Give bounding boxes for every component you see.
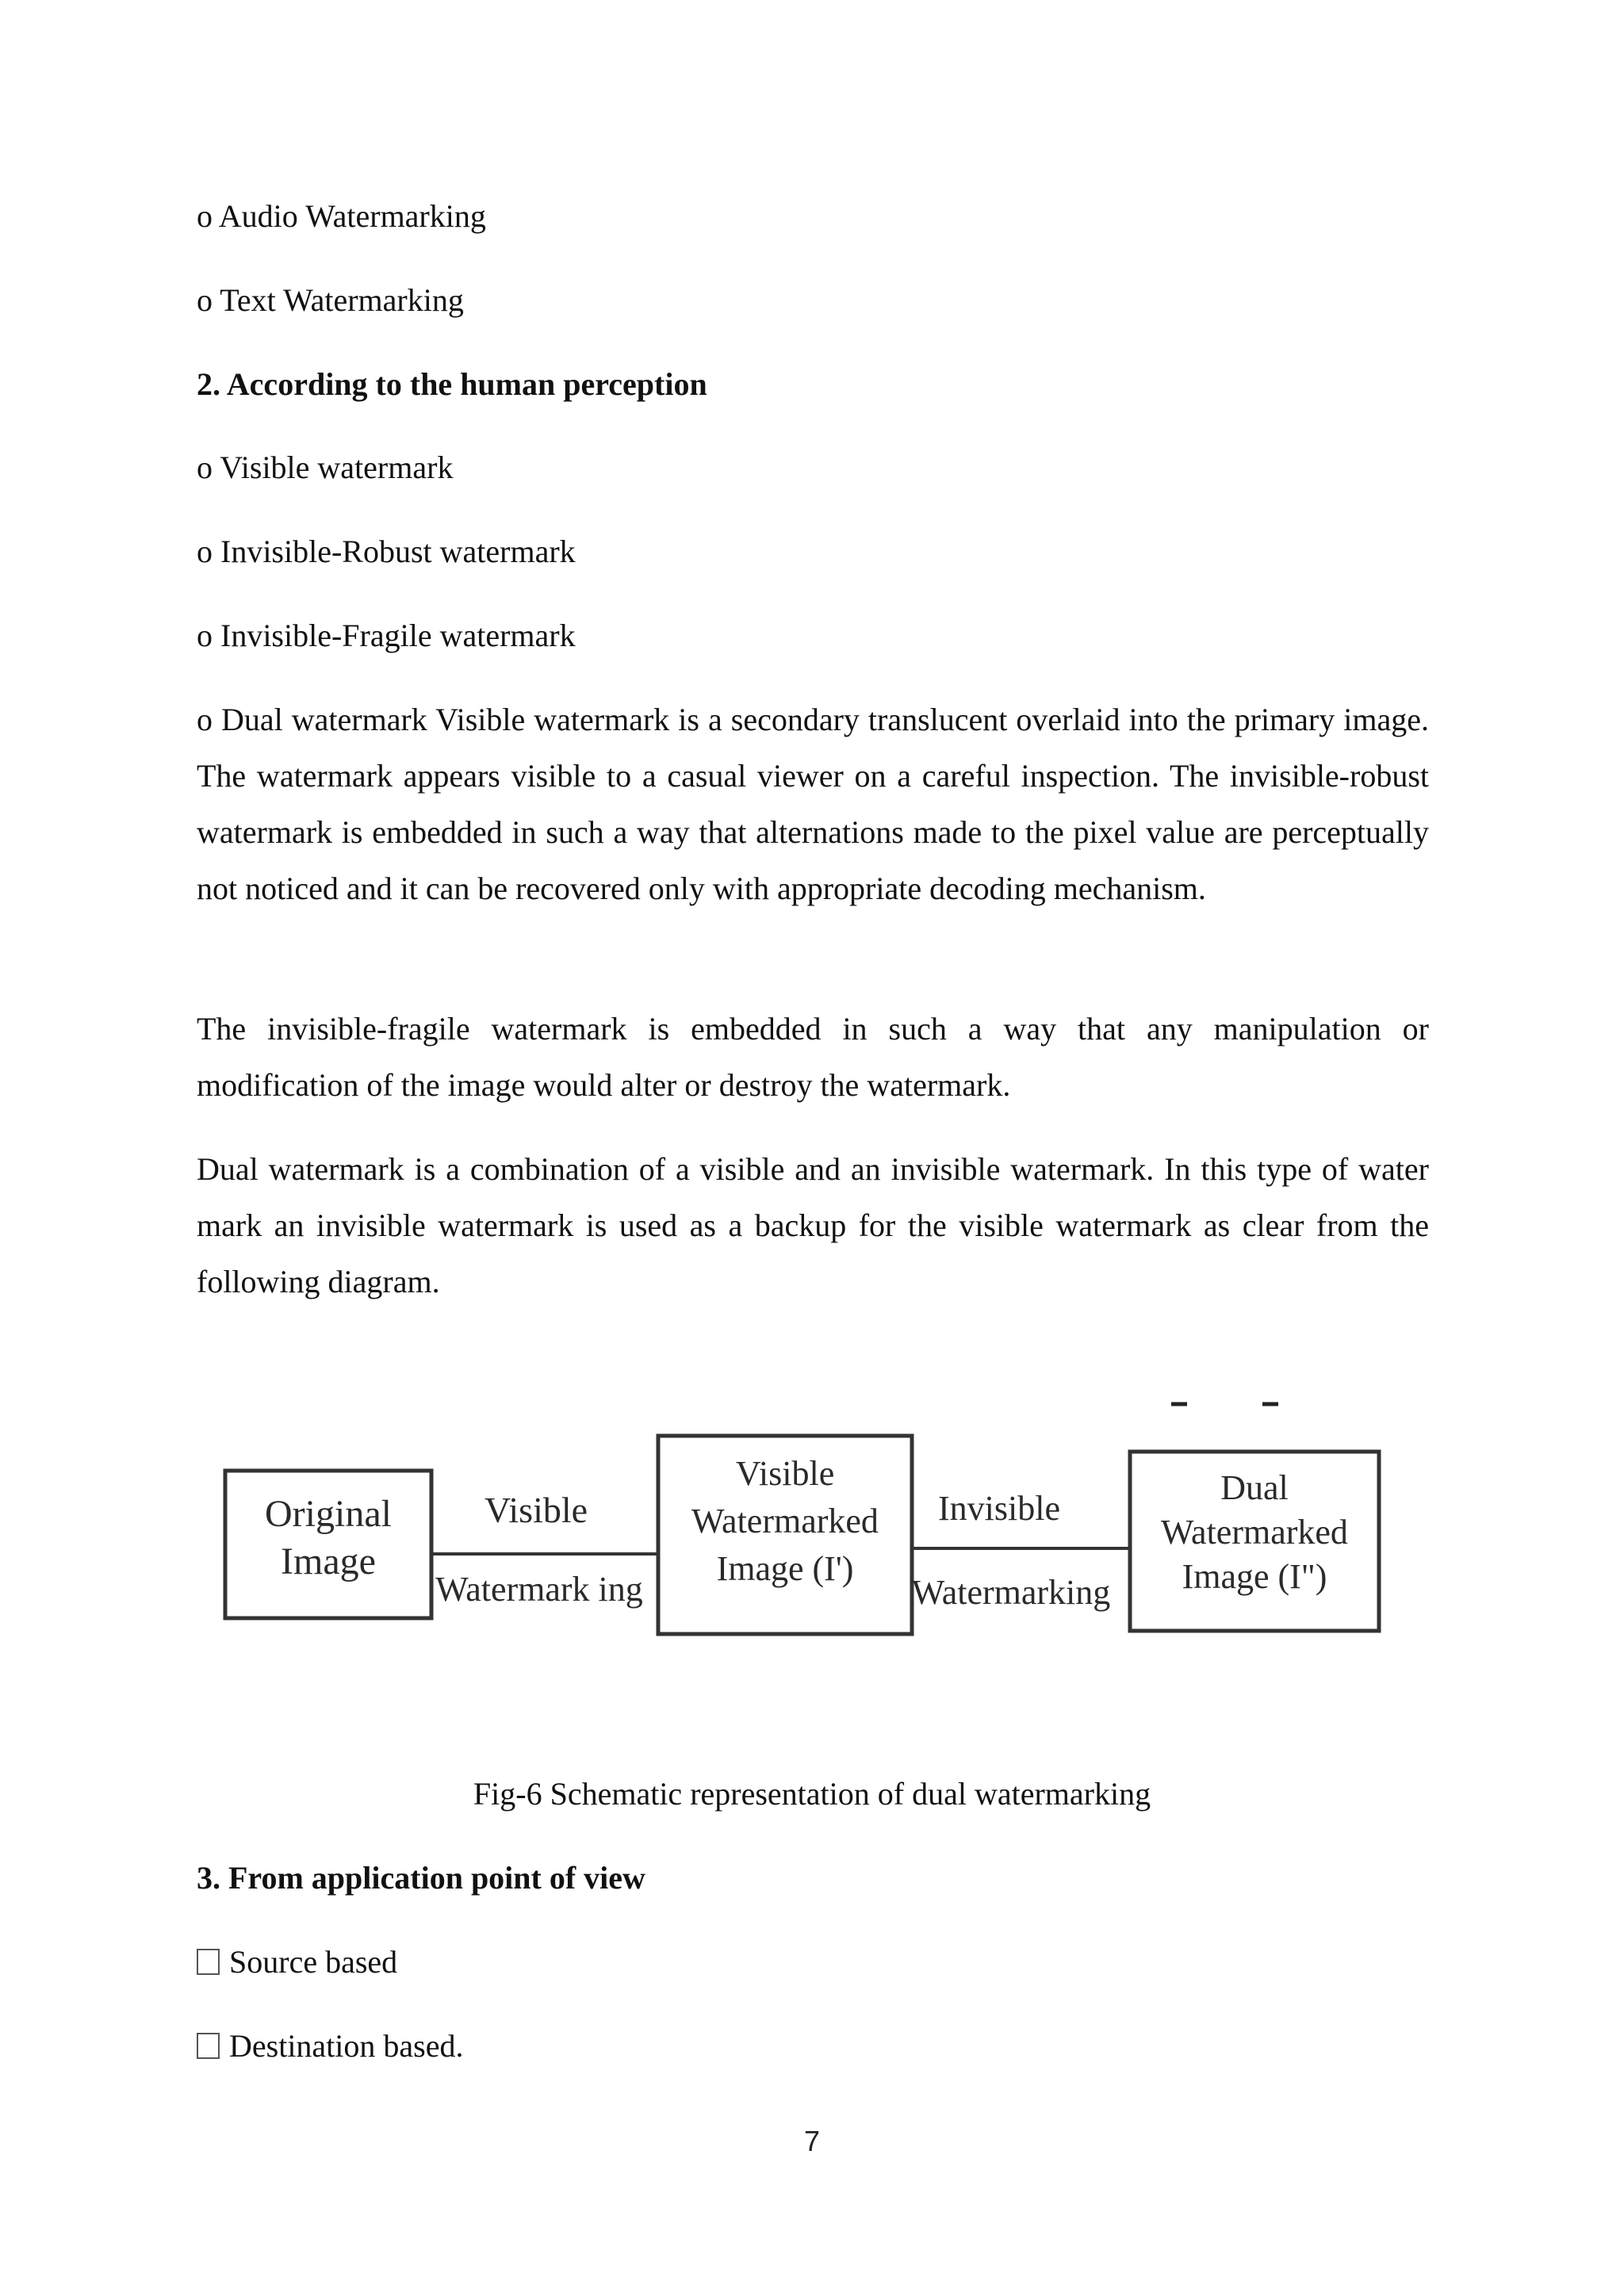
list-item-label: Destination based.	[229, 2028, 464, 2064]
box2-line3: Image (I')	[716, 1549, 854, 1588]
list-item-invisible-fragile: o Invisible-Fragile watermark	[197, 618, 576, 653]
dual-watermarked-box	[1130, 1452, 1379, 1631]
arrow2-bottom-label: Watermarking	[911, 1573, 1111, 1612]
dual-watermarking-diagram	[214, 1391, 1411, 1724]
arrow1-top-label: Visible	[484, 1490, 588, 1530]
section-heading-application: 3. From application point of view	[197, 1860, 645, 1896]
box3-line2: Watermarked	[1161, 1513, 1348, 1552]
arrow1-bottom-label: Watermark ing	[435, 1570, 643, 1609]
paragraph-invisible-fragile: The invisible-fragile watermark is embedded in such a way that any manipulation or modification of the image would alter or destroy the watermark.	[197, 1011, 1429, 1103]
section-heading-human-perception: 2. According to the human perception	[197, 366, 707, 402]
list-item-destination-based	[197, 2018, 1429, 2074]
box1-line2: Image	[281, 1540, 376, 1582]
list-item-label: Source based	[229, 1944, 398, 1980]
list-item-visible-watermark: o Visible watermark	[197, 450, 454, 485]
box3-line1: Dual	[1220, 1468, 1289, 1507]
box1-line1: Original	[265, 1493, 392, 1535]
original-image-box	[225, 1471, 431, 1618]
box3-line3: Image (I")	[1182, 1557, 1327, 1596]
list-item-source-based	[197, 1934, 1429, 1990]
arrow2-top-label: Invisible	[938, 1489, 1060, 1528]
square-bullet-icon	[197, 1949, 220, 1975]
page-number: 7	[803, 2125, 821, 2157]
visible-watermarked-box	[658, 1436, 912, 1634]
square-bullet-icon	[197, 2033, 220, 2059]
list-item-invisible-robust: o Invisible-Robust watermark	[197, 534, 576, 569]
paragraph-dual-combination: Dual watermark is a combination of a visible and an invisible watermark. In this type of water mark an invisible watermark is used as a backup for the visible watermark as clear from the following diagram.	[197, 1151, 1429, 1299]
paragraph-dual-watermark: o Dual watermark Visible watermark is a secondary translucent overlaid into the primary image. The watermark appears visible to a casual viewer on a careful inspection. The invisible-robust watermark is embedded in such a way that alternations made to the pixel value are perceptually not noticed and it can be recovered only with appropriate decoding mechanism.	[197, 702, 1429, 906]
figure-caption: Fig-6 Schematic representation of dual watermarking	[473, 1776, 1151, 1812]
box2-line1: Visible	[735, 1454, 835, 1493]
list-item-audio-watermarking: o Audio Watermarking	[197, 198, 486, 234]
box2-line2: Watermarked	[691, 1502, 879, 1540]
list-item-text-watermarking: o Text Watermarking	[197, 282, 464, 318]
